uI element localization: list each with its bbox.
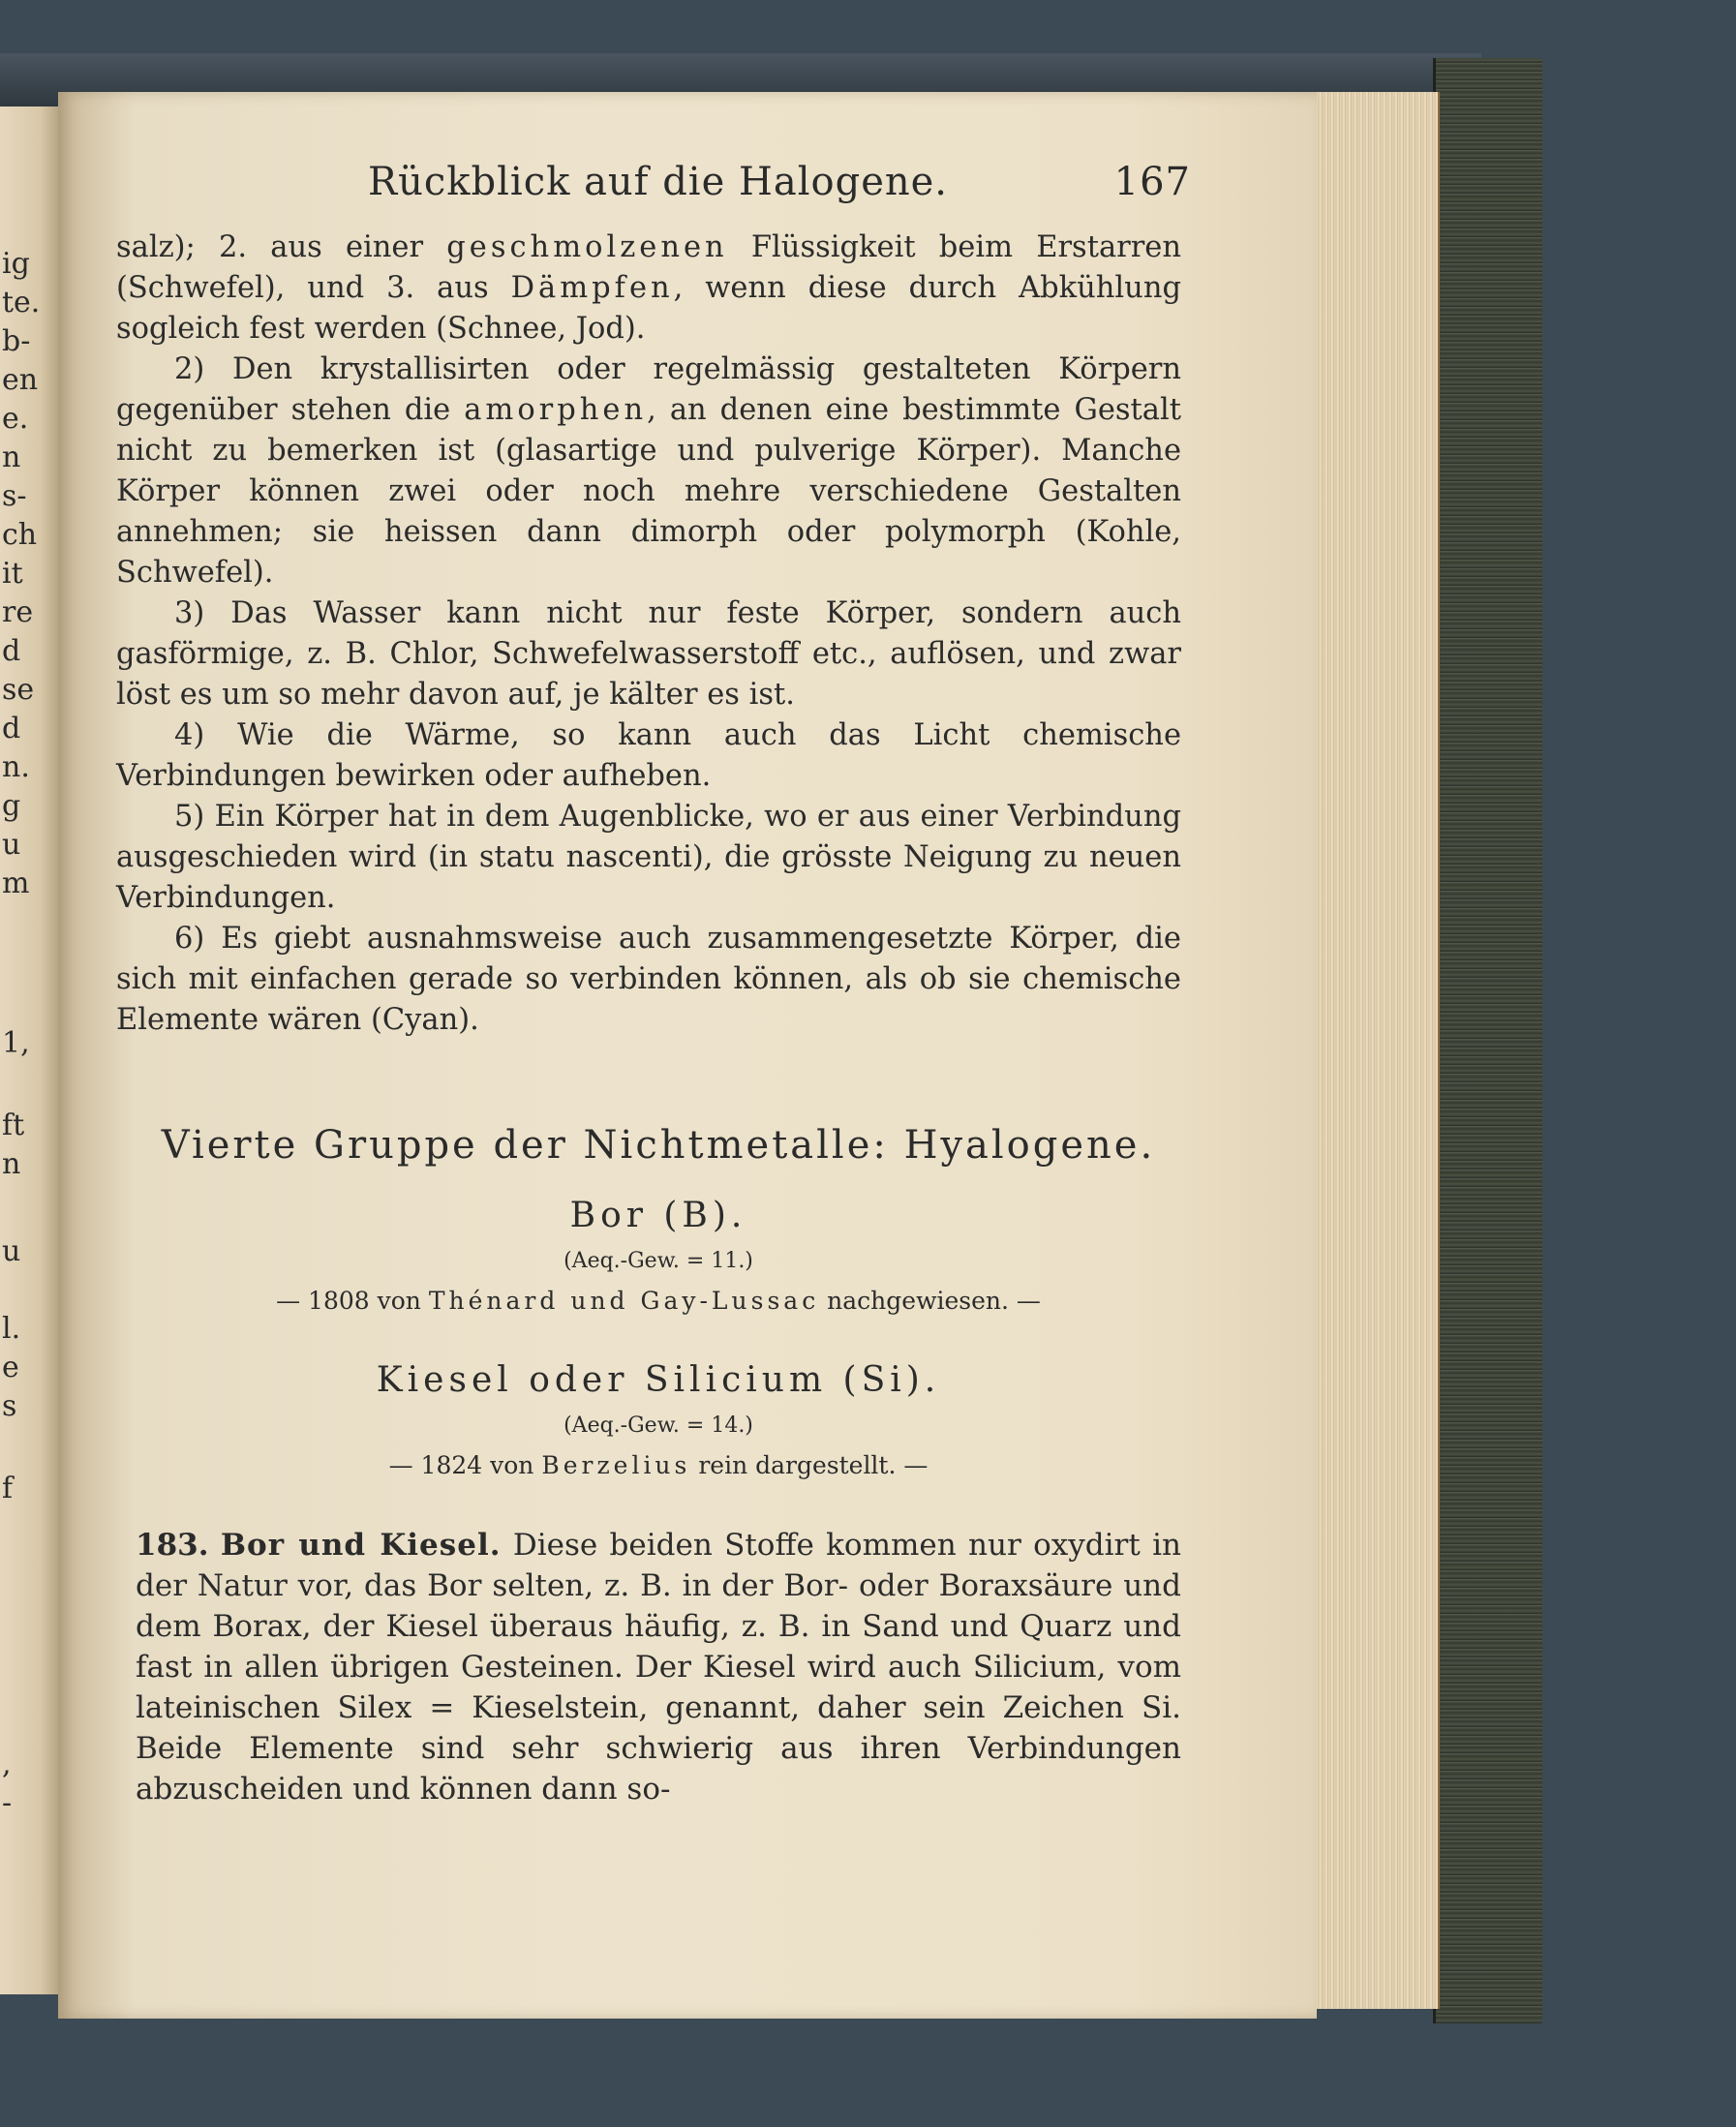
left-page-text-fragment: g — [2, 789, 21, 823]
page-number: 167 — [1113, 160, 1191, 204]
left-page-text-fragment: se — [2, 673, 35, 707]
left-page-text-fragment: e. — [2, 402, 29, 436]
section-title: Vierte Gruppe der Nichtmetalle: Hyalogene. — [161, 1123, 1156, 1168]
left-page-text-fragment: it — [2, 557, 23, 591]
left-page-text-fragment: m — [2, 866, 30, 900]
element-block-bor — [155, 1196, 1162, 1315]
left-page-text-fragment: ft — [2, 1109, 25, 1142]
left-page-text-fragment: re — [2, 595, 34, 629]
left-page-text-fragment: s- — [2, 479, 27, 513]
paragraph-text: Diese beiden Stoffe kommen nur oxydirt in der Natur vor, das Bor selten, z. B. in der Bor- oder Boraxsäure und dem Borax, der Kiesel überaus häufig, z. B. in Sand und Quarz und fast in allen übrigen Gesteinen. Der Kiesel wird auch Silicium, vom lateinischen Silex = Kieselstein, genannt, daher sein Zeichen Si. Beide Elemente sind sehr schwierig aus ihren Verbindungen abzuscheiden und können dann so- — [136, 1528, 1181, 1807]
left-page-text-fragment: d — [2, 634, 21, 668]
paragraph: 6) Es giebt ausnahmsweise auch zusammengesetzte Körper, die sich mit einfachen gerade so verbinden können, als ob sie chemische Elemente wären (Cyan). — [116, 922, 1181, 1037]
left-page-text-fragment: ch — [2, 518, 38, 552]
left-page-text-fragment: d — [2, 712, 21, 745]
element-discovery-note: — 1824 von Berzelius rein dargestellt. — — [388, 1451, 929, 1479]
paragraph: 2) Den krystallisirten oder regelmässig gestalteten Körpern gegenüber stehen die amorphen, an denen eine bestimmte Gestalt nicht zu bemerken ist (glasartige und pulverige Körper). Manche Körper können zwei oder noch mehre verschiedene Gestalten annehmen; sie heissen dann dimorph oder polymorph (Kohle, Schwefel). — [116, 352, 1181, 590]
left-page-text-fragment: f — [2, 1472, 14, 1505]
paragraph-number: 183. — [136, 1528, 209, 1563]
left-page-text-fragment: u — [2, 1234, 21, 1268]
running-header — [368, 160, 1210, 204]
left-page-text-fragment: - — [2, 1786, 13, 1820]
left-page-text-fragment: en — [2, 363, 39, 397]
left-page-text-fragment: e — [2, 1351, 19, 1384]
page-edges — [1317, 92, 1440, 2009]
left-page-text-fragment: b- — [2, 324, 31, 358]
element-name: Kiesel oder Silicium (Si). — [376, 1360, 941, 1400]
book-page — [58, 92, 1317, 2019]
left-page-text-fragment: , — [2, 1747, 12, 1781]
left-page-text-fragment: l. — [2, 1312, 21, 1346]
running-head-title: Rückblick auf die Halogene. — [368, 160, 949, 204]
paragraph: 3) Das Wasser kann nicht nur feste Körper, sondern auch gasförmige, z. B. Chlor, Schwefelwasserstoff etc., auflösen, und zwar löst es um so mehr davon auf, je kälter es ist. — [116, 596, 1181, 712]
element-discovery-note: — 1808 von Thénard und Gay-Lussac nachgewiesen. — — [276, 1287, 1041, 1315]
left-page-text-fragment: s — [2, 1389, 17, 1423]
left-page-text-fragment: te. — [2, 286, 41, 319]
left-page-edge — [0, 106, 58, 1994]
left-page-text-fragment: n — [2, 1147, 21, 1181]
element-name: Bor (B). — [569, 1196, 747, 1235]
left-page-text-fragment: n. — [2, 750, 30, 784]
left-page-text-fragment: u — [2, 828, 21, 862]
element-weight: (Aeq.-Gew. = 14.) — [563, 1413, 753, 1438]
paragraph: salz); 2. aus einer geschmolzenen Flüssigkeit beim Erstarren (Schwefel), und 3. aus Dämpfen, wenn diese durch Abkühlung sogleich fest werden (Schnee, Jod). — [116, 230, 1181, 346]
paragraph-183 — [136, 1525, 1181, 1809]
paragraph: 5) Ein Körper hat in dem Augenblicke, wo er aus einer Verbindung ausgeschieden wird (in statu nascenti), die grösste Neigung zu neuen Verbindungen. — [116, 800, 1181, 915]
left-page-text-fragment: 1, — [2, 1026, 30, 1060]
left-page-text-fragment: n — [2, 441, 21, 474]
element-weight: (Aeq.-Gew. = 11.) — [563, 1249, 753, 1273]
paragraph: 4) Wie die Wärme, so kann auch das Licht chemische Verbindungen bewirken oder aufheben. — [116, 718, 1181, 793]
paragraph-heading: Bor und Kiesel. — [220, 1528, 502, 1563]
book-cover-spine — [1433, 58, 1542, 2023]
element-block-kiesel — [155, 1360, 1162, 1479]
body-text — [116, 228, 1181, 1041]
left-page-text-fragment: ig — [2, 247, 30, 281]
